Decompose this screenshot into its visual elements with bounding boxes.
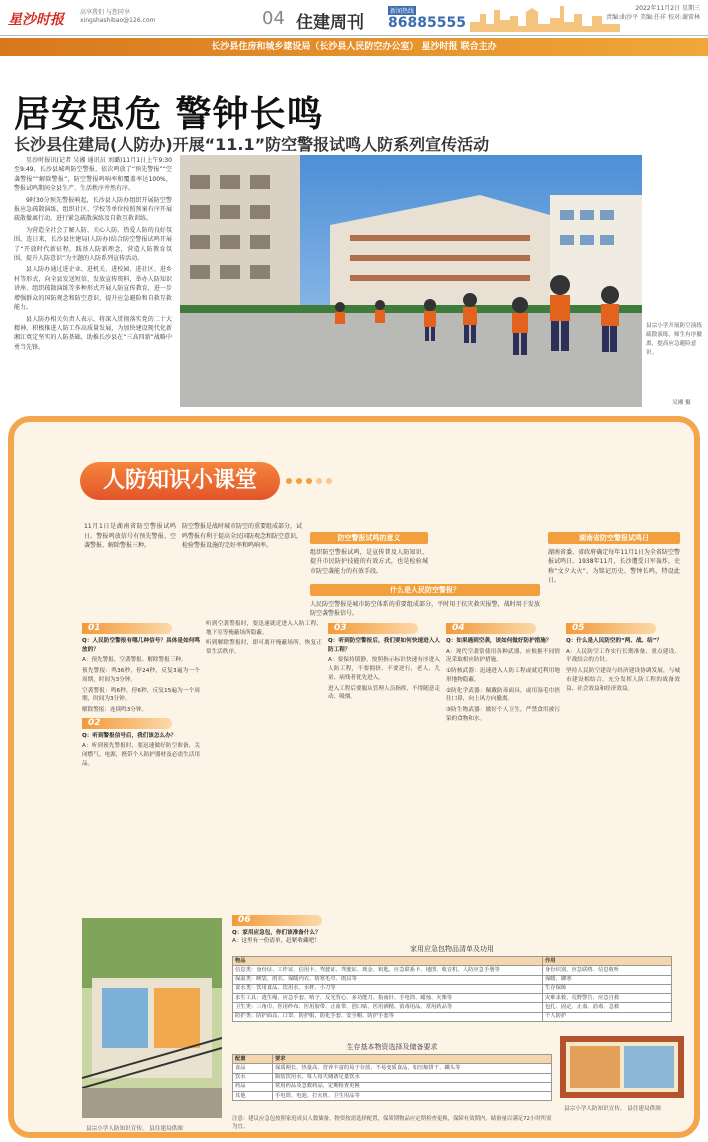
- table-header: 配置: [233, 1055, 273, 1064]
- lead-paragraph: 9时30分预先警报响起，长沙县人防办组织开展防空警报应急疏散演练，组织社区、学校等单位按照预案有序开展疏散撤离行动，进行紧急疏散演练及自救互救训练。: [14, 196, 172, 223]
- qa-answer: A：这里有一份清单，赶紧收藏吧！: [232, 938, 320, 945]
- photo-caption-left: 县宗小学人防知识宣传。 县住建局供图: [86, 1126, 183, 1132]
- qa-number: 06: [232, 915, 322, 926]
- qa-answer: ①防核武器：迅速进入人防工程或就近利用地形地物隐蔽。: [446, 668, 560, 683]
- table2-title: 生存基本物资选择及储备要求: [346, 1043, 438, 1051]
- brand-tagline-1: 高享我们 与您同享: [80, 9, 130, 16]
- hotline-label: 新闻热线: [390, 8, 415, 15]
- table-header: 物品: [233, 957, 543, 966]
- qa-answer: ②防化学武器：佩戴防毒面具，或用湿毛巾捂住口鼻，向上风方向撤离。: [446, 687, 560, 703]
- page-number: 04: [262, 8, 285, 29]
- qa-number: 03: [328, 623, 418, 634]
- brand-email: xingshashibao@126.com: [80, 17, 156, 24]
- table-cell: 信息类：身份证、工作证、信用卡、驾驶证、驾驶证、现金、钥匙、应急联系卡、地图、收音机、人防应急手册等: [233, 966, 543, 975]
- qa-column-1: [82, 620, 200, 770]
- table-row: [233, 994, 672, 1003]
- qa-answer: ③防生物武器：做好个人卫生，严禁食用被污染的食物和水。: [446, 706, 560, 722]
- main-photo-evacuation-drill: [180, 155, 642, 407]
- editors: 责编:曲沙平 美编:任祥 校对:谢雷林: [606, 14, 700, 21]
- qa-answer: 预先警报：鸣36秒，停24秒，反复3遍为一个周期，时间为3分钟。: [82, 668, 200, 683]
- box1-title: 防空警报试鸣的意义: [310, 532, 428, 544]
- qa-answer: 空袭警报：鸣6秒，停6秒，反复15遍为一个周期，时间为3分钟。: [82, 687, 200, 703]
- qa-question: Q：什么是人民防空的“两、战、结”？: [566, 638, 663, 644]
- lead-paragraph: 县人防办相关负责人表示，将深入贯彻落实党的二十大精神，积极推进人防工作高质量发展，为加快建设现代化新湘江奠定坚实的人防基础，助推长沙县在“三高四新”战略中勇当先锋。: [14, 315, 172, 351]
- qa-column-2: [206, 620, 322, 659]
- table-row: [233, 1003, 672, 1012]
- table1-title: 家用应急包物品清单及功用: [410, 945, 494, 953]
- table-row: [233, 1064, 552, 1073]
- table-row: [233, 1012, 672, 1021]
- dateline: [580, 4, 700, 22]
- section-name: 住建周刊: [296, 13, 364, 33]
- knowledge-title: 人防知识小课堂: [80, 462, 280, 500]
- masthead: [0, 0, 708, 36]
- subheadline: 长沙县住建局(人防办)开展“11.1”防空警报试鸣人防系列宣传活动: [14, 135, 490, 154]
- box1-text: 组织防空警报试鸣，是宣传普及人防知识、提升市民防护技能的有效方式，也是检验城市防空袭能力的有效手段。: [310, 549, 428, 575]
- hotline-number: 86885555: [388, 15, 466, 31]
- box2-text: 人民防空警报是城市防空体系的重要组成部分，平时用于抗灾救灾报警，战时用于发放防空袭警报信号。: [310, 601, 540, 618]
- photo-school-mural: [82, 918, 222, 1118]
- lead-paragraph: 县人防办通过进企业、进机关、进校园、进社区、进乡村等形式，向全县发送短信、发放宣传资料，举办人防知识讲座、组织疏散演练等多种形式开展人防宣传教育，进一步增强群众的国防观念和防空意识，提升应急避险和自救互救能力。: [14, 266, 172, 312]
- table-cell: 灾难求救、荒野警告、应急自救: [543, 994, 672, 1003]
- box3-title: 湖南省防空警报试鸣日: [548, 532, 680, 544]
- table-cell: 生存保障: [543, 984, 672, 993]
- table-row: [233, 966, 672, 975]
- qa-answer: A：现代空袭常使用各种武器，应根据不同情况采取相应防护措施。: [446, 648, 560, 664]
- sponsor-banner: 长沙县住房和城乡建设局（长沙县人民防空办公室） 星沙时报 联合主办: [0, 38, 708, 56]
- qa-answer: 进入工程后要服从管理人员指挥，不得随意走动、吸烟。: [328, 685, 440, 701]
- qa-question: Q：人民防空警报有哪几种信号？具体是如何鸣放的？: [82, 638, 200, 653]
- main-photo-caption: 县宗小学开展防空演练疏散演练，师生有序撤离，提高应急避险意识。: [646, 323, 702, 356]
- qa-06: [232, 912, 652, 946]
- box2-title: 什么是人民防空警报？: [310, 584, 540, 596]
- table-cell: 饮水: [233, 1073, 273, 1082]
- decorative-dots-icon: [286, 478, 346, 484]
- lead-paragraph: 星沙时报讯(记者 吴湘 通讯员 刘璐)11月1日上午9:30至9:49，长沙县城鸣防空警报，依次鸣放了“预先警报”“空袭警报”“解除警报”，防空警报鸣响率和覆盖率达100%，警报试鸣期间全县生产、生活秩序井然有序。: [14, 157, 172, 193]
- table-row: [233, 984, 672, 993]
- qa-question: Q：如果遇到空袭，该如何做好防护措施？: [446, 638, 552, 644]
- table-cell: 常用药品及急救药品，定期检查更换: [273, 1082, 552, 1091]
- knowledge-intro: 11月1日是湖南省防空警报试鸣日。警报鸣放信号有预先警报、空袭警报、解除警报三种。: [84, 523, 176, 550]
- table-cell: 瓶装饮用水，每人每天储备足量饮水: [273, 1073, 552, 1082]
- qa-answer: A：听到预先警报时，要迅速做好防空准备，关闭燃气、电源，携带个人防护器材及必需生活用品。: [82, 743, 200, 767]
- table-cell: 其他: [233, 1092, 273, 1101]
- qa-number: 02: [82, 718, 172, 729]
- table-header-row: [233, 1055, 552, 1064]
- table-cell: 药品: [233, 1082, 273, 1091]
- table-cell: 保质期长、热量高、营养丰富的易于存放、不易变质食品，如压缩饼干、罐头等: [273, 1064, 552, 1073]
- knowledge-intro-2: 防空警报是战时城市防空的重要组成部分，试鸣警报有利于提高全民国防观念和防空意识，检验警报设施的完好率和鸣响率。: [182, 523, 303, 550]
- qa-answer: A：人民防空工作实行长期准备、重点建设、平战结合的方针。: [566, 648, 680, 664]
- qa-number: 05: [566, 623, 656, 634]
- table-row: [233, 1092, 552, 1101]
- lead-article: [14, 156, 172, 354]
- qa-question: Q：听到防空警报后，我们要如何快速进入人防工程？: [328, 638, 440, 653]
- qa-question: Q：听到警报信号后，我们该怎么办？: [82, 732, 177, 739]
- brand-logo: 星沙时报: [8, 12, 64, 28]
- supplies-table: [232, 1054, 552, 1101]
- qa-column-3: [328, 620, 440, 704]
- qa-answer: 听到空袭警报时，要迅速就近进入人防工程、地下室等掩蔽场所隐蔽。: [206, 621, 322, 636]
- table-cell: 手电筒、电池、打火机、卫生用品等: [273, 1092, 552, 1101]
- qa-column-5: [566, 620, 680, 695]
- box3-text: 湖南省委、省政府确定每年11月1日为全省防空警报试鸣日。1938年11月，长沙遭受日军轰炸，史称“文夕大火”，为铭记历史、警钟长鸣，特设此日。: [548, 549, 680, 585]
- main-photo-credit: 吴湘 摄: [672, 400, 691, 406]
- table-cell: 身份识别、应急联络、信息收听: [543, 966, 672, 975]
- table-cell: 卫生类：三角巾、医用纱布、医用胶带、止血带、创口贴、医用酒精、消毒用品、常用药品等: [233, 1003, 543, 1012]
- table-cell: 包扎、固定、止血、消毒、急救: [543, 1003, 672, 1012]
- lead-paragraph: 为营造全社会了解人防、关心人防、热爱人防的良好氛围，连日来，长沙县住建局(人防办)结合防空警报试鸣开展了“开放时代新征程，践基人防新理念，营造人防教育氛围，提升人防意识”为主题的人防系列宣传活动。: [14, 226, 172, 263]
- table-header-row: [233, 957, 672, 966]
- qa-answer: 听到解除警报时，即可离开掩蔽场所，恢复正常生活秩序。: [206, 640, 322, 656]
- table-header: 要求: [273, 1055, 552, 1064]
- qa-number: 04: [446, 623, 536, 634]
- table-row: [233, 975, 672, 984]
- table-header: 作用: [543, 957, 672, 966]
- table-cell: 保温类：睡袋、雨衣、保暖内衣、防寒毛巾、雨具等: [233, 975, 543, 984]
- qa-answer: A：预先警报、空袭警报、解除警报三种。: [82, 657, 187, 664]
- issue-date: 2022年11月2日 星期三: [635, 5, 700, 12]
- qa-column-4: [446, 620, 560, 725]
- qa-answer: 解除警报：连续鸣3分钟。: [82, 706, 148, 713]
- photo-caption-right: 县宗小学人防知识宣传。 县住建局供图: [564, 1106, 661, 1112]
- qa-number: 01: [82, 623, 172, 634]
- qa-answer: 坚持人民防空建设与经济建设协调发展，与城市建设相结合，充分发挥人防工程的战备效益、社会效益和经济效益。: [566, 668, 680, 692]
- qa-question: Q：家用应急包，你们该准备什么？: [232, 930, 321, 936]
- table-cell: 个人防护: [543, 1012, 672, 1021]
- brand-tagline: [80, 9, 155, 25]
- table-row: [233, 1073, 552, 1082]
- table-cell: 食水类：饮用食品、饮用水、水杯、小刀等: [233, 984, 543, 993]
- qa-answer: A：要保持镇静，按照指示标识快速有序进入人防工程，不要拥挤、不要逆行，老人、儿童、病残者优先进入。: [328, 657, 440, 681]
- emergency-kit-table: [232, 956, 672, 1022]
- table-row: [233, 1082, 552, 1091]
- photo-school-board: [560, 1036, 684, 1098]
- table-cell: 食品: [233, 1064, 273, 1073]
- headline: 居安思危 警钟长鸣: [14, 94, 324, 135]
- footnote: 注意：建议应急包按照家庭成员人数储备，物资按需选择配置，保质期物品应定期检查更换，保障有效期内，储备量以满足72小时所需为宜。: [232, 1116, 552, 1130]
- table-cell: 防护类：防护面具、口罩、防护服、防化手套、安全帽、防护手套等: [233, 1012, 543, 1021]
- table-cell: 保暖、御寒: [543, 975, 672, 984]
- table-cell: 求生工具：逃生绳、应急手套、哨子、反光背心、多功能刀、指南针、手电筒、蜡烛、火柴等: [233, 994, 543, 1003]
